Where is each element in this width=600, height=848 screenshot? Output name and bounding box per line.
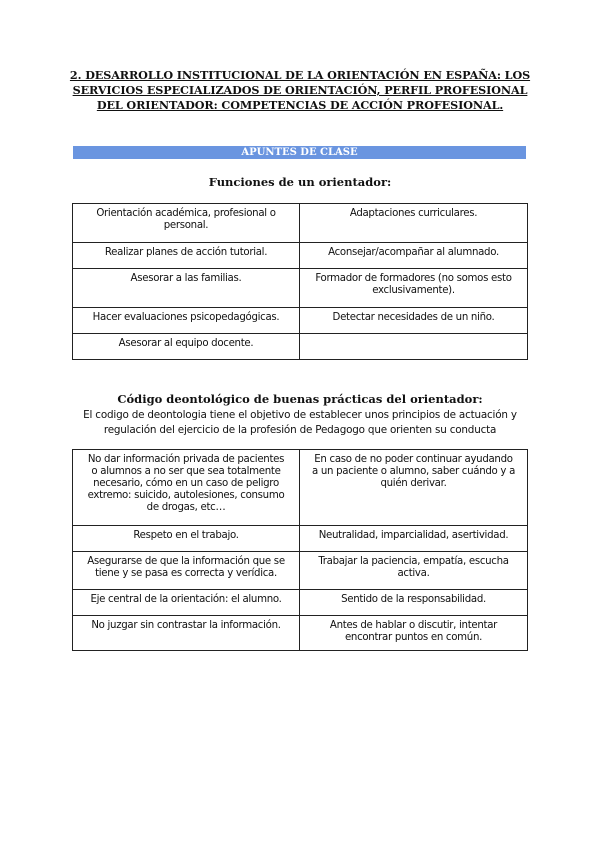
table-row: [73, 552, 528, 590]
class-notes-banner: APUNTES DE CLASE: [73, 146, 526, 159]
table-cell: Sentido de la responsabilidad.: [300, 590, 528, 616]
table-row: [73, 204, 528, 243]
table-row: [73, 243, 528, 269]
table-cell: Realizar planes de acción tutorial.: [73, 243, 300, 269]
table-row: [73, 526, 528, 552]
title-line-3: DEL ORIENTADOR: COMPETENCIAS DE ACCIÓN PROFESIONAL.: [96, 98, 504, 112]
table-cell: Respeto en el trabajo.: [73, 526, 300, 552]
document-title: [60, 68, 540, 113]
table-row: [73, 269, 528, 308]
orientador-functions-table: [72, 203, 528, 360]
intro-line-2: regulación del ejercicio de la profesión de Pedagogo que orienten su conducta: [103, 424, 497, 436]
intro-line-1: El codigo de deontologia tiene el objetivo de establecer unos principios de actuación y: [83, 409, 517, 421]
title-line-2: SERVICIOS ESPECIALIZADOS DE ORIENTACIÓN, PERFIL PROFESIONAL: [72, 83, 528, 97]
section2-heading: Código deontológico de buenas prácticas del orientador:: [117, 392, 483, 406]
table-cell: Detectar necesidades de un niño.: [300, 308, 528, 334]
table-cell: Antes de hablar o discutir, intentar encontrar puntos en común.: [300, 616, 528, 651]
table-row: [73, 616, 528, 651]
table-cell: En caso de no poder continuar ayudando a un paciente o alumno, saber cuándo y a quién derivar.: [300, 450, 528, 526]
table-cell: Formador de formadores (no somos esto exclusivamente).: [300, 269, 528, 308]
table-row: [73, 334, 528, 360]
table-cell: Trabajar la paciencia, empatía, escucha activa.: [300, 552, 528, 590]
table-cell: Asesorar al equipo docente.: [73, 334, 300, 360]
table-cell: Eje central de la orientación: el alumno.: [73, 590, 300, 616]
table-row: [73, 590, 528, 616]
table-cell: [300, 334, 528, 360]
table-cell: Asesorar a las familias.: [73, 269, 300, 308]
table-cell: Aconsejar/acompañar al alumnado.: [300, 243, 528, 269]
table-cell: Asegurarse de que la información que se tiene y se pasa es correcta y verídica.: [73, 552, 300, 590]
table-cell: No dar información privada de pacientes o alumnos a no ser que sea totalmente necesario, cómo en un caso de peligro extremo: suicido, autolesiones, consumo de drogas, etc…: [73, 450, 300, 526]
table-cell: Hacer evaluaciones psicopedagógicas.: [73, 308, 300, 334]
table-row: [73, 308, 528, 334]
table-row: [73, 450, 528, 526]
table-cell: Adaptaciones curriculares.: [300, 204, 528, 243]
table-cell: Orientación académica, profesional o personal.: [73, 204, 300, 243]
title-line-1: 2. DESARROLLO INSTITUCIONAL DE LA ORIENTACIÓN EN ESPAÑA: LOS: [69, 68, 531, 82]
section1-heading: Funciones de un orientador:: [208, 175, 392, 189]
table-cell: Neutralidad, imparcialidad, asertividad.: [300, 526, 528, 552]
table-cell: No juzgar sin contrastar la información.: [73, 616, 300, 651]
section2-intro: [75, 408, 525, 438]
deontological-code-table: [72, 449, 528, 651]
